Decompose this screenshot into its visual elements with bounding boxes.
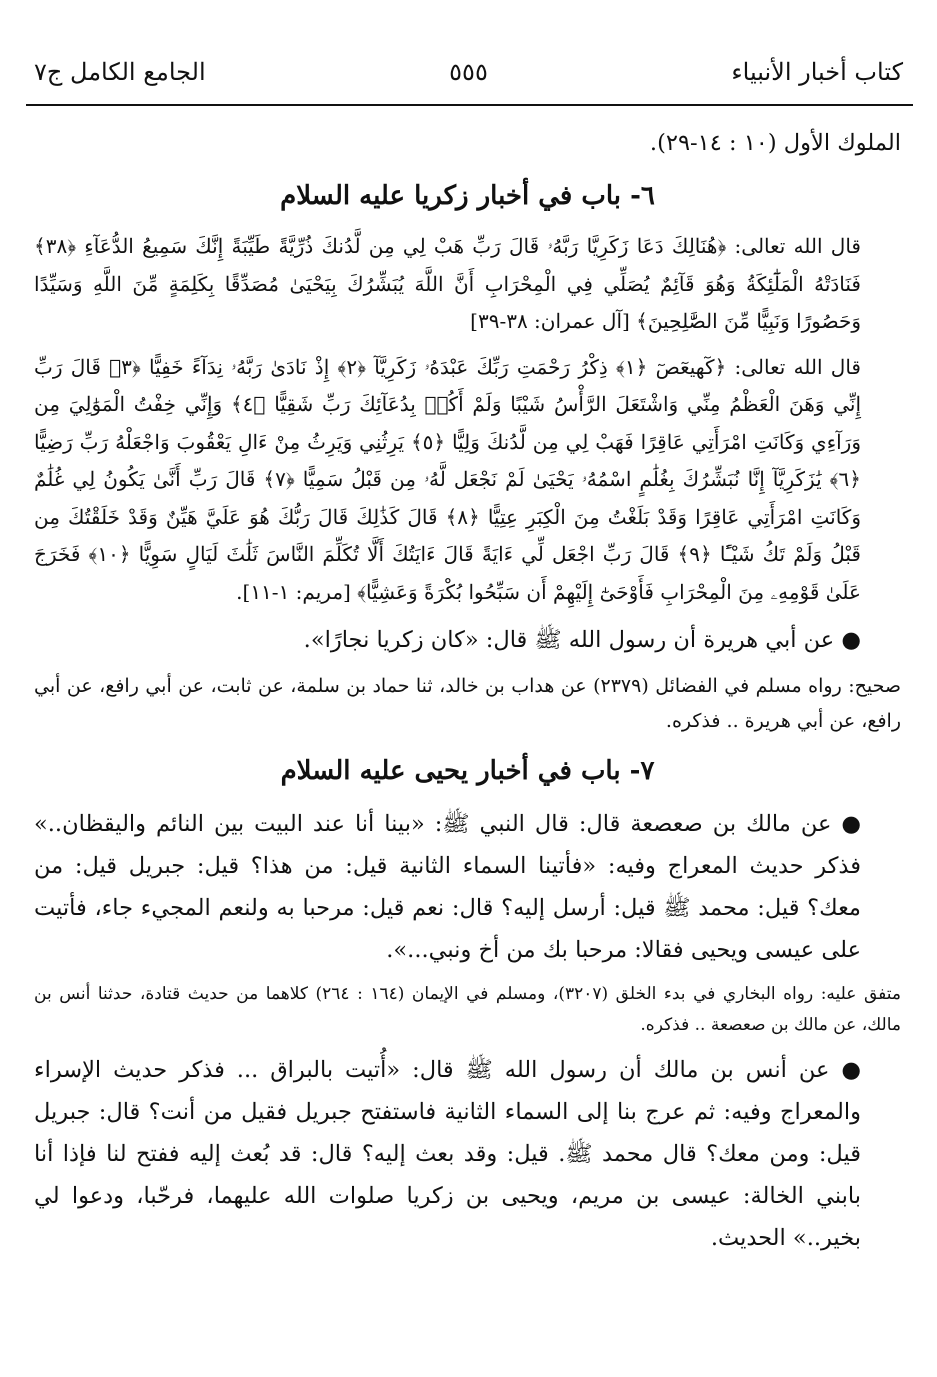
header-rule [26,104,913,106]
volume-title: الجامع الكامل ج٧ [34,58,206,86]
hadith-malik-bin-sasaa: ● عن مالك بن صعصعة قال: قال النبي ﷺ: «بينا أنا عند البيت بين النائم واليقظان..» فذكر حديث المعراج وفيه: «فأتينا السماء الثانية قيل: من هذا؟ قيل: جبريل قيل: من معك؟ قيل: محمد ﷺ قيل: أرسل إليه؟ قال: نعم قيل: مرحبا به ولنعم المجيء جاء، فأتيت على عيسى ويحيى فقالا: مرحبا بك من أخ ونبي...». [34,811,861,963]
quran-quote-maryam: قال الله تعالى: ﴿كٓهيعٓصٓ ﴿١﴾ ذِكْرُ رَحْمَتِ رَبِّكَ عَبْدَهُۥ زَكَرِيَّآ ﴿٢﴾ إِذْ نَادَىٰ رَبَّهُۥ نِدَآءً خَفِيًّا ﴿٣﴾ قَالَ رَبِّ إِنِّي وَهَنَ الْعَظْمُ مِنِّي وَاشْتَعَلَ الرَّأْسُ شَيْبًا وَلَمْ أَكُنۢ بِدُعَآئِكَ رَبِّ شَقِيًّا ﴿٤﴾ وَإِنِّي خِفْتُ الْمَوَٰلِيَ مِن وَرَآءِي وَكَانَتِ امْرَأَتِي عَاقِرًا فَهَبْ لِي مِن لَّدُنكَ وَلِيًّا ﴿٥﴾ يَرِثُنِي وَيَرِثُ مِنْ ءَالِ يَعْقُوبَ وَاجْعَلْهُ رَبِّ رَضِيًّا ﴿٦﴾ يَٰزَكَرِيَّآ إِنَّا نُبَشِّرُكَ بِغُلَٰمٍ اسْمُهُۥ يَحْيَىٰ لَمْ نَجْعَل لَّهُۥ مِن قَبْلُ سَمِيًّا ﴿٧﴾ قَالَ رَبِّ أَنَّىٰ يَكُونُ لِي غُلَٰمٌ وَكَانَتِ امْرَأَتِي عَاقِرًا وَقَدْ بَلَغْتُ مِنَ الْكِبَرِ عِتِيًّا ﴿٨﴾ قَالَ كَذَٰلِكَ قَالَ رَبُّكَ هُوَ عَلَيَّ هَيِّنٌ وَقَدْ خَلَقْتُكَ مِن قَبْلُ وَلَمْ تَكُ شَيْـًٔا ﴿٩﴾ قَالَ رَبِّ اجْعَل لِّي ءَايَةً قَالَ ءَايَتُكَ أَلَّا تُكَلِّمَ النَّاسَ ثَلَٰثَ لَيَالٍ سَوِيًّا ﴿١٠﴾ فَخَرَجَ عَلَىٰ قَوْمِهِۦ مِنَ الْمِحْرَابِ فَأَوْحَىٰٓ إِلَيْهِمْ أَن سَبِّحُوا بُكْرَةً وَعَشِيًّا﴾ [مريم: ١-١١]. [34,354,861,604]
quran-quote-al-imran: قال الله تعالى: ﴿هُنَالِكَ دَعَا زَكَرِيَّا رَبَّهُۥ قَالَ رَبِّ هَبْ لِي مِن لَّدُنكَ ذُرِّيَّةً طَيِّبَةً إِنَّكَ سَمِيعُ الدُّعَآءِ ﴿٣٨﴾ فَنَادَتْهُ الْمَلَٰٓئِكَةُ وَهُوَ قَآئِمٌ يُصَلِّي فِي الْمِحْرَابِ أَنَّ اللَّهَ يُبَشِّرُكَ بِيَحْيَىٰ مُصَدِّقًا بِكَلِمَةٍ مِّنَ اللَّهِ وَسَيِّدًا وَحَصُورًا وَنَبِيًّا مِّنَ الصَّٰلِحِينَ﴾ [آل عمران: ٣٨-٣٩] [34,234,861,333]
book-title: كتاب أخبار الأنبياء [731,58,903,86]
chapter-heading-yahya: ٧- باب في أخبار يحيى عليه السلام [280,756,655,786]
takhrij-muttafaq: متفق عليه: رواه البخاري في بدء الخلق (٣٢٠٧)، ومسلم في الإيمان (١٦٤ : ٢٦٤) كلاهما من حديث قتادة، حدثنا أنس بن مالك، عن مالك بن صعصعة .. فذكره. [34,984,901,1035]
continued-reference: الملوك الأول (١٠ : ١٤-٢٩). [649,130,901,156]
page-content [34,122,901,1267]
chapter-heading-zakariya: ٦- باب في أخبار زكريا عليه السلام [280,181,655,211]
hadith-abu-hurayra: ● عن أبي هريرة أن رسول الله ﷺ قال: «كان زكريا نجارًا». [303,627,861,653]
page-number: ٥٥٥ [449,58,488,86]
page-header [28,58,909,98]
hadith-anas-bin-malik: ● عن أنس بن مالك أن رسول الله ﷺ قال: «أُتيت بالبراق ... فذكر حديث الإسراء والمعراج وفيه: ثم عرج بنا إلى السماء الثانية فاستفتح جبريل فقيل من أنت؟ قال: جبريل قيل: ومن معك؟ قال محمد ﷺ. قيل: وقد بعث إليه؟ قال: قد بُعث إليه ففتح لنا فإذا أنا بابني الخالة: عيسى بن مريم، ويحيى بن زكريا صلوات الله عليهما، فرحّبا، ودعوا لي بخير..» الحديث. [34,1057,861,1251]
takhrij-muslim: صحيح: رواه مسلم في الفضائل (٢٣٧٩) عن هداب بن خالد، ثنا حماد بن سلمة، عن ثابت، عن أبي رافع، عن أبي رافع، عن أبي هريرة .. فذكره. [34,675,901,732]
